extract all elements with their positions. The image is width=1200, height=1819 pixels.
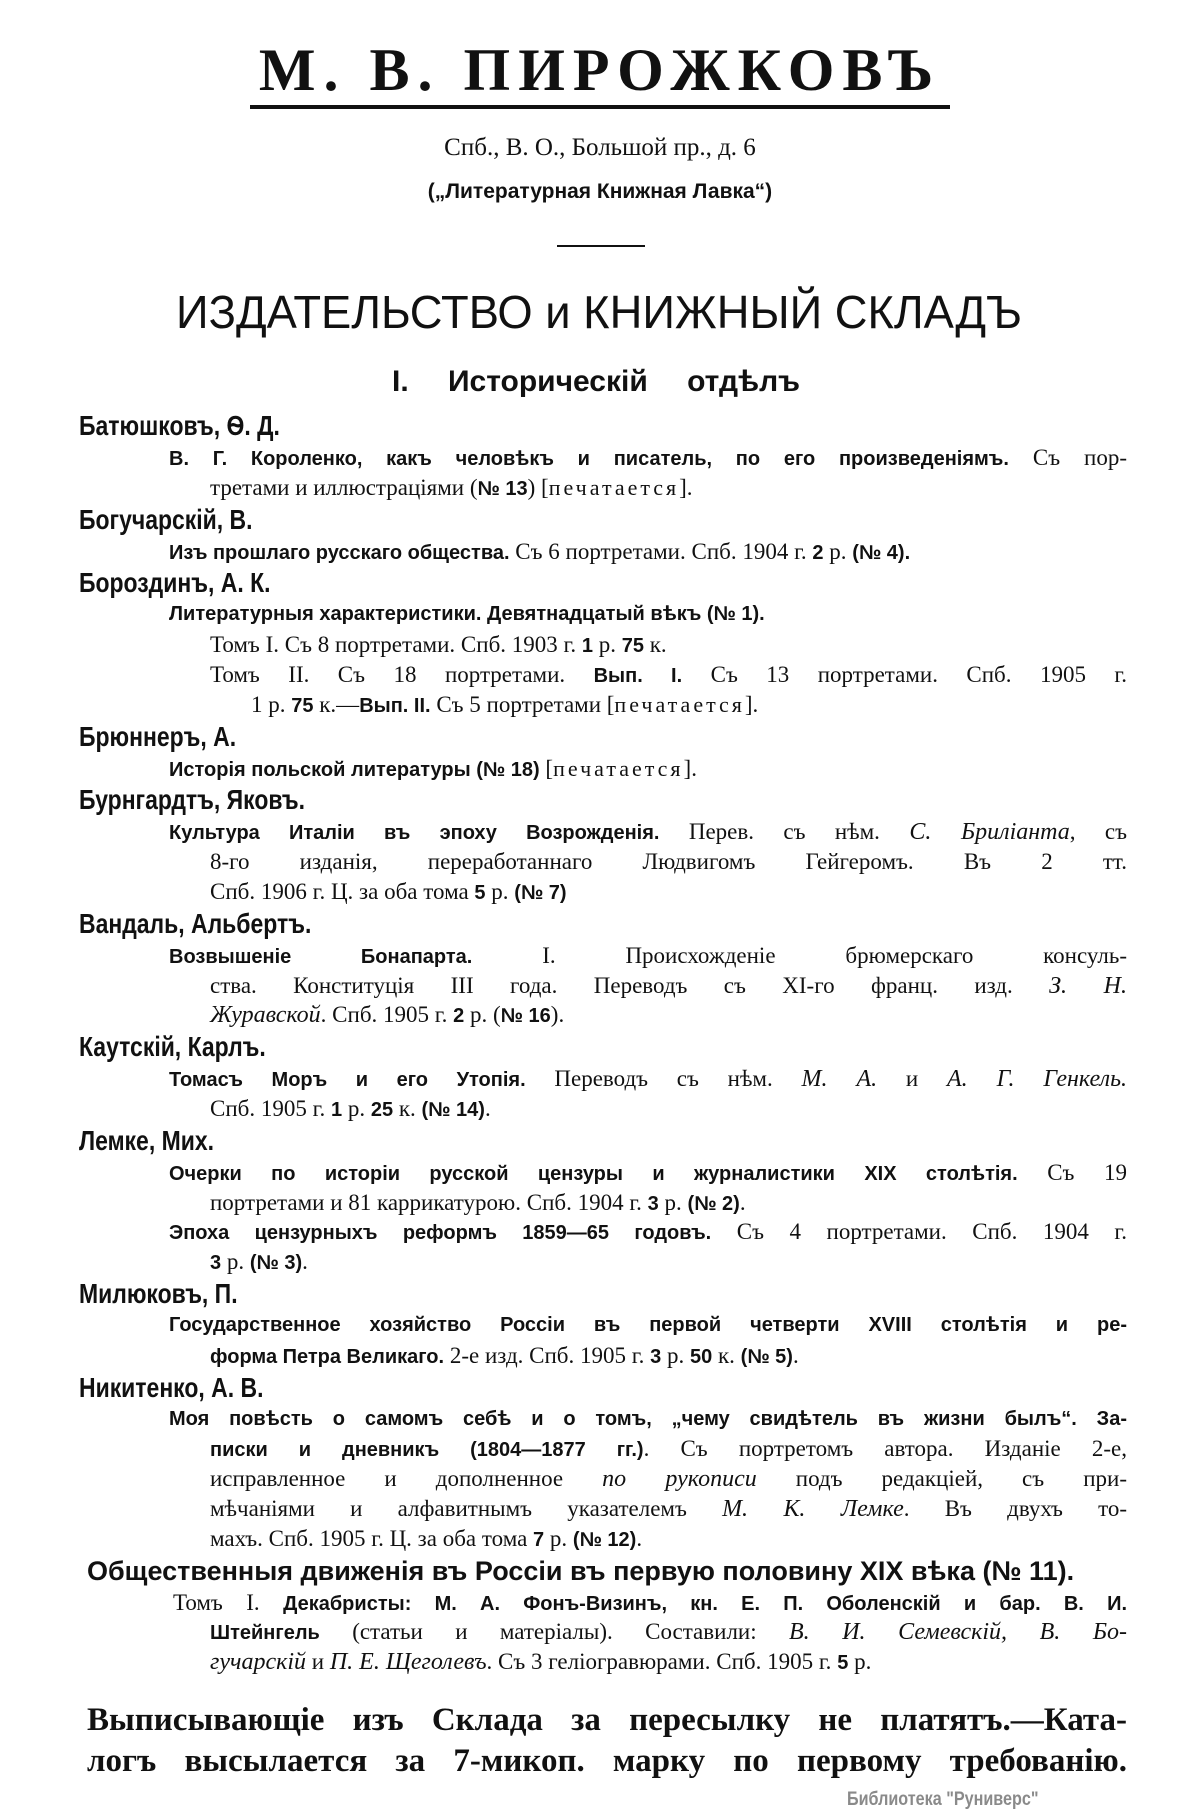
author-name-text: Батюшковъ, Ѳ. Д. — [79, 410, 280, 441]
line-text — [210, 660, 1127, 693]
bold-text: Культура Италіи въ эпоху Возрожденія. — [169, 822, 660, 845]
line-text — [169, 1217, 1127, 1250]
regular-text: р. — [658, 1189, 688, 1215]
regular-text: Съ 19 — [1017, 1159, 1128, 1185]
line-text — [210, 971, 1127, 1004]
entry-line — [0, 1494, 1200, 1524]
regular-text: р. — [342, 1095, 371, 1121]
regular-text: Съ 13 портретами. Спб. 1905 г. — [682, 661, 1127, 687]
regular-text: . Въ двухъ то- — [903, 1495, 1127, 1521]
entry-line — [0, 847, 1200, 877]
entry-line — [0, 1064, 1200, 1094]
bold-text: (№ 5) — [740, 1345, 793, 1368]
regular-text: Томъ II. Съ 18 портретами. — [210, 661, 594, 687]
bold-text: (№ 12) — [572, 1528, 637, 1551]
entry-line — [0, 1158, 1200, 1188]
shop-name: („Литературная Книжная Лавка“) — [427, 180, 773, 203]
author-name-text: Вандаль, Альбертъ. — [79, 907, 312, 939]
line-text — [169, 754, 697, 787]
regular-text: . Спб. 1905 г. — [320, 1002, 454, 1028]
entry-line — [0, 1588, 1200, 1618]
publisher-title: М. В. ПИРОЖКОВЪ — [258, 37, 942, 103]
regular-text: р. — [848, 1649, 872, 1675]
regular-text: ]. — [744, 691, 759, 717]
entry-line — [0, 877, 1200, 907]
entry-line — [0, 754, 1200, 784]
line-text — [210, 1188, 746, 1221]
bold-text: 3 — [647, 1192, 659, 1215]
line-text — [210, 1524, 642, 1557]
footer-text: Выписывающіе изъ Склада за пересылку не платятъ.—Ката- — [87, 1702, 1127, 1738]
line-text — [169, 443, 1127, 476]
regular-text: ]. — [683, 755, 697, 781]
regular-text: . Съ портретомъ автора. Изданіе 2-е, — [643, 1436, 1127, 1462]
entry-line — [0, 1247, 1200, 1277]
regular-text: к. — [393, 1095, 422, 1121]
author-name-text: Богучарскій, В. — [79, 503, 253, 535]
section-title — [392, 362, 800, 402]
author-name — [0, 783, 1200, 817]
bold-text: 3 — [210, 1252, 222, 1275]
bold-text: 5 — [837, 1652, 849, 1675]
bold-text: 5 — [474, 881, 486, 904]
line-text — [210, 1094, 491, 1127]
footer-note-line-1 — [87, 1700, 1127, 1740]
regular-text: Съ 6 портретами. Спб. 1904 г. — [509, 538, 813, 564]
regular-text: р. — [661, 1342, 690, 1368]
library-watermark — [843, 1786, 1076, 1814]
line-text — [169, 817, 1127, 850]
catalog-entries — [0, 409, 1200, 1677]
page-heading — [176, 284, 1022, 340]
author-name — [0, 907, 1200, 941]
bold-text: форма Петра Великаго. — [210, 1345, 445, 1368]
author-name — [0, 503, 1200, 537]
regular-text: третами и иллюстраціями ( — [210, 474, 478, 500]
bold-text: 1 — [330, 1098, 343, 1121]
bold-text: Возвышеніе Бонапарта. — [169, 945, 473, 968]
entry-line — [0, 1341, 1200, 1371]
spaced-text: печатается — [614, 691, 745, 717]
bold-text: В. Г. Короленко, какъ человѣкъ и писатель, по его произведеніямъ. — [169, 448, 1009, 470]
collection-title-text: Общественныя движенія въ Россіи въ первую половину XIX вѣка (№ 11). — [87, 1555, 1075, 1586]
regular-text: Перев. съ нѣм. — [659, 819, 910, 845]
author-name-text: Каутскій, Карлъ. — [79, 1031, 266, 1063]
author-name-text: Бороздинъ, А. К. — [79, 567, 271, 599]
line-text — [210, 1247, 308, 1280]
divider — [557, 245, 645, 247]
bold-text: (№ 7) — [514, 881, 567, 904]
author-name — [0, 1277, 1200, 1311]
regular-text: к.— — [313, 691, 360, 717]
line-text — [251, 690, 758, 723]
regular-text: I. Происхожденіе брюмерскаго консуль- — [472, 942, 1127, 968]
italic-text: С. Бриліанта — [909, 819, 1070, 846]
bold-text: писки и дневникъ (1804—1877 гг.) — [210, 1439, 644, 1462]
line-text — [210, 1464, 1127, 1497]
regular-text: Съ 4 портретами. Спб. 1904 г. — [711, 1219, 1128, 1245]
bold-text: 2 — [812, 541, 824, 564]
regular-text: ). — [550, 1002, 565, 1028]
line-text — [210, 1000, 564, 1033]
line-text — [210, 1434, 1127, 1467]
author-name — [0, 720, 1200, 754]
bold-text: № 16 — [500, 1005, 551, 1028]
line-text — [210, 473, 693, 506]
entry-line — [0, 1524, 1200, 1554]
bold-text: (№ 14) — [421, 1098, 485, 1121]
regular-text: р. — [823, 538, 853, 564]
line-text — [210, 877, 567, 910]
entry-line — [0, 473, 1200, 503]
italic-text: М. А. — [801, 1066, 878, 1093]
regular-text: 1 р. — [251, 691, 292, 717]
regular-text: р. — [485, 878, 515, 904]
bold-text: (№ 3) — [249, 1252, 303, 1275]
entry-line — [0, 1434, 1200, 1464]
regular-text: . — [739, 1189, 746, 1215]
italic-text: гучарскій — [210, 1649, 307, 1676]
line-text — [169, 600, 765, 631]
regular-text: , съ — [1069, 819, 1127, 845]
regular-text: мѣчаніями и алфавитнымъ указателемъ — [210, 1495, 723, 1521]
regular-text: (статьи и матеріалы). Составили: — [319, 1619, 789, 1645]
spaced-text: печатается — [548, 474, 680, 500]
author-name — [0, 1124, 1200, 1158]
line-text — [210, 1341, 799, 1374]
regular-text: ства. Конституція III года. Переводъ съ XI-го франц. изд. — [210, 972, 1050, 998]
regular-text: махъ. Спб. 1905 г. Ц. за оба тома — [210, 1525, 534, 1551]
italic-text: по рукописи — [602, 1466, 757, 1493]
author-name — [0, 1371, 1200, 1405]
author-name — [0, 409, 1200, 443]
author-name-text: Никитенко, А. В. — [79, 1371, 264, 1403]
entry-line — [0, 1094, 1200, 1124]
section-title-text: I. Историческій отдѣлъ — [392, 365, 800, 398]
publisher-address: Спб., В. О., Большой пр., д. 6 — [444, 134, 756, 161]
entry-line — [0, 941, 1200, 971]
entry-line — [0, 660, 1200, 690]
author-name-text: Лемке, Мих. — [79, 1124, 214, 1156]
bold-text: Исторія польской литературы (№ 18) — [169, 758, 540, 781]
bold-text: Государственное хозяйство Россіи въ первой четверти XVIII столѣтія и ре- — [169, 1313, 1127, 1336]
bold-text: 25 — [370, 1098, 394, 1121]
line-text — [210, 847, 1127, 880]
regular-text: Съ 5 портретами [ — [430, 691, 615, 717]
entry-line — [0, 537, 1200, 567]
italic-text: Журавской — [210, 1002, 321, 1029]
line-text — [169, 1064, 1127, 1097]
regular-text: . — [302, 1249, 308, 1275]
bold-text: Литературныя характеристики. Девятнадцатый вѣкъ (№ 1). — [169, 603, 765, 626]
line-text — [169, 1311, 1127, 1342]
bold-text: 75 — [621, 635, 644, 658]
italic-text: З. Н. — [1049, 972, 1128, 999]
regular-text: . — [484, 1095, 491, 1121]
regular-text: р. ( — [464, 1002, 501, 1028]
bold-text: 75 — [291, 694, 314, 717]
bold-text: 2 — [453, 1005, 465, 1028]
entry-line — [0, 690, 1200, 720]
author-name-text: Бурнгардтъ, Яковъ. — [79, 784, 306, 816]
entry-line — [0, 1464, 1200, 1494]
regular-text: . Съ 3 геліогравюрами. Спб. 1905 г. — [486, 1649, 838, 1675]
regular-text: Томъ I. — [173, 1589, 284, 1615]
footer-text: логъ высылается за 7-микоп. марку по первому требованію. — [87, 1743, 1127, 1779]
regular-text: Спб. 1906 г. Ц. за оба тома — [210, 878, 475, 904]
regular-text: ]. — [679, 474, 693, 500]
entry-line — [0, 1000, 1200, 1030]
entry-line — [0, 1188, 1200, 1218]
collection-title — [0, 1554, 1200, 1588]
entry-line — [0, 443, 1200, 473]
line-text — [169, 537, 910, 570]
bold-text: 50 — [689, 1345, 713, 1368]
line-text — [169, 1158, 1127, 1191]
entry-line — [0, 1647, 1200, 1677]
regular-text: к. — [712, 1342, 741, 1368]
regular-text: . — [636, 1525, 643, 1551]
line-text — [173, 1588, 1127, 1621]
bold-text: 3 — [650, 1345, 662, 1368]
bold-text: Томасъ Моръ и его Утопія. — [169, 1069, 526, 1092]
footer-note-line-2 — [87, 1741, 1127, 1781]
bold-text: 7 — [533, 1528, 545, 1551]
line-text — [210, 1617, 1127, 1650]
regular-text: к. — [644, 632, 667, 658]
bold-text: № 13 — [477, 477, 528, 500]
regular-text: подъ редакціей, съ при- — [756, 1466, 1127, 1492]
regular-text: и — [877, 1066, 947, 1092]
bold-text: Декабристы: М. А. Фонъ-Визинъ, кн. Е. П. Оболенскій и бар. В. И. — [283, 1592, 1127, 1615]
entry-line — [0, 1617, 1200, 1647]
line-text — [169, 1405, 1127, 1436]
bold-text: Очерки по исторіи русской цензуры и журналистики XIX столѣтія. — [169, 1162, 1018, 1185]
entry-line — [0, 971, 1200, 1001]
line-text — [210, 1647, 871, 1680]
regular-text: Томъ I. Съ 8 портретами. Спб. 1903 г. — [210, 632, 582, 658]
regular-text: портретами и 81 каррикатурою. Спб. 1904 г. — [210, 1189, 648, 1215]
bold-text: 1 — [581, 635, 593, 658]
title-underline — [250, 105, 950, 109]
bold-text: (№ 4). — [852, 541, 911, 564]
regular-text: р. — [593, 632, 622, 658]
entry-line — [0, 1217, 1200, 1247]
regular-text: . — [792, 1342, 799, 1368]
line-text — [169, 941, 1127, 974]
bold-text: Эпоха цензурныхъ реформъ 1859—65 годовъ. — [169, 1222, 712, 1245]
bold-text: Штейнгель — [210, 1622, 320, 1645]
regular-text: исправленное и дополненное — [210, 1466, 603, 1492]
regular-text: 8-го изданія, переработаннаго Людвигомъ Гейгеромъ. Въ 2 тт. — [210, 849, 1127, 875]
regular-text: Спб. 1905 г. — [210, 1095, 331, 1121]
spaced-text: печатается — [553, 755, 684, 781]
page-heading-text: ИЗДАТЕЛЬСТВО и КНИЖНЫЙ СКЛАДЪ — [176, 286, 1022, 338]
line-text — [210, 1494, 1127, 1527]
author-name — [0, 1030, 1200, 1064]
bold-text: Изъ прошлаго русскаго общества. — [169, 541, 510, 564]
watermark-text: Библиотека "Руниверс" — [847, 1789, 1039, 1810]
line-text — [210, 630, 667, 663]
bold-text: (№ 2) — [687, 1192, 740, 1215]
italic-text: М. К. Лемке — [722, 1495, 904, 1522]
regular-text: 2-е изд. Спб. 1905 г. — [444, 1342, 651, 1368]
entry-line — [0, 1405, 1200, 1435]
regular-text: р. — [221, 1249, 250, 1275]
bold-text: Вып. I. — [593, 664, 683, 687]
author-name — [0, 566, 1200, 600]
entry-line — [0, 630, 1200, 660]
italic-text: В. И. Семевскій, В. Бо- — [788, 1619, 1127, 1646]
entry-line — [0, 600, 1200, 630]
regular-text: [ — [539, 755, 554, 781]
author-name-text: Брюннеръ, А. — [79, 720, 237, 752]
regular-text: ) [ — [527, 474, 549, 500]
entry-line — [0, 1311, 1200, 1341]
italic-text: П. Е. Щеголевъ — [329, 1649, 487, 1676]
regular-text: Съ пор- — [1008, 445, 1128, 470]
regular-text: Переводъ съ нѣм. — [525, 1066, 802, 1092]
bold-text: Моя повѣсть о самомъ себѣ и о томъ, „чему свидѣтель въ жизни былъ“. За- — [169, 1407, 1127, 1430]
italic-text: А. Г. Генкель. — [946, 1066, 1127, 1093]
regular-text: р. — [544, 1525, 573, 1551]
bold-text: Вып. II. — [359, 694, 431, 717]
regular-text: и — [306, 1649, 330, 1675]
author-name-text: Милюковъ, П. — [79, 1277, 238, 1309]
entry-line — [0, 817, 1200, 847]
